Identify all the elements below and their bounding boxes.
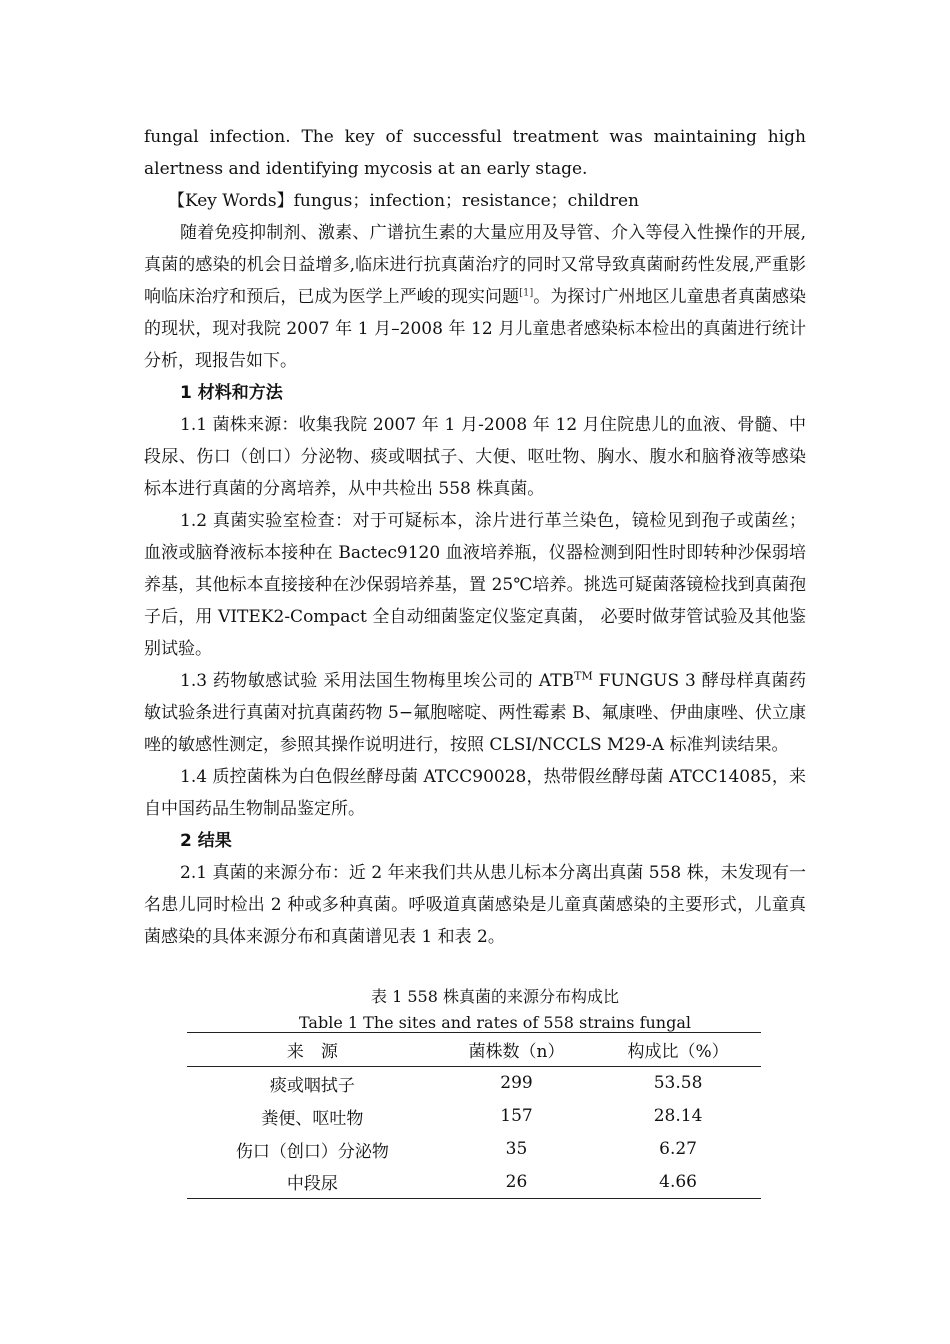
- cell-ratio: 28.14: [653, 1106, 703, 1126]
- section1-1: 1.1 菌株来源：收集我院 2007 年 1 月-2008 年 12 月住院患儿的血液、骨髓、中段尿、伤口（创口）分泌物、痰或咽拭子、大便、呕吐物、胸水、腹水和脑脊液等感染标本进行真菌的分离培养，从中共检出 558 株真菌。: [144, 415, 806, 499]
- cell-count: 26: [438, 1166, 595, 1199]
- keywords: 【Key Words】fungus；infection；resistance；children: [168, 191, 639, 211]
- intro-paragraph: [144, 217, 806, 377]
- section1-4: 1.4 质控菌株为白色假丝酵母菌 ATCC90028，热带假丝酵母菌 ATCC14085，来自中国药品生物制品鉴定所。: [144, 767, 806, 819]
- cell-count: 299: [500, 1073, 533, 1094]
- section2-heading: 2 结果: [180, 831, 232, 851]
- table-row: [187, 1100, 761, 1133]
- intro-text-continued: 。为探讨广州地区儿童患者真菌感染的现状，现对我院 2007 年 1 月–2008 年 12 月儿童患者感染标本检出的真菌进行统计分析，现报告如下。: [144, 287, 807, 371]
- cell-source: 伤口（创口）分泌物: [235, 1141, 389, 1162]
- trademark-mark: TM: [574, 669, 593, 683]
- citation-ref: [1]: [519, 287, 534, 299]
- cell-source: 中段尿: [187, 1166, 438, 1199]
- section1-3: [144, 665, 806, 761]
- table1: [187, 1032, 761, 1199]
- cell-ratio: 4.66: [595, 1166, 761, 1199]
- section1-2: 1.2 真菌实验室检查：对于可疑标本，涂片进行革兰染色，镜检见到孢子或菌丝；血液或脑脊液标本接种在 Bactec9120 血液培养瓶，仪器检测到阳性时即转种沙保弱培养基，其他标本直接接种在沙保弱培养基，置 25℃培养。挑选可疑菌落镜检找到真菌孢子后，用 VITEK2-Compact 全自动细菌鉴定仪鉴定真菌， 必要时做芽管试验及其他鉴别试验。: [144, 511, 806, 659]
- column-header-ratio: 构成比（%）: [595, 1033, 761, 1067]
- table-row: [187, 1067, 761, 1100]
- section2-1: 2.1 真菌的来源分布：近 2 年来我们共从患儿标本分离出真菌 558 株，未发现有一名患儿同时检出 2 种或多种真菌。呼吸道真菌感染是儿童真菌感染的主要形式，儿童真菌感染的具体来源分布和真菌谱见表 1 和表 2。: [144, 863, 806, 947]
- cell-count: 157: [500, 1106, 533, 1126]
- table-header-row: [187, 1033, 761, 1067]
- table-row: [187, 1133, 761, 1166]
- column-header-source: 来 源: [187, 1033, 438, 1067]
- section1-heading: 1 材料和方法: [180, 383, 283, 403]
- table1-caption-cn: 表 1 558 株真菌的来源分布构成比: [371, 987, 619, 1006]
- paper-body: [144, 121, 806, 953]
- abstract-tail: fungal infection. The key of successful treatment was maintaining high alertness and identifying mycosis at an early stage.: [144, 127, 806, 179]
- cell-ratio: 6.27: [659, 1139, 697, 1159]
- intro-text: 随着免疫抑制剂、激素、广谱抗生素的大量应用及导管、介入等侵入性操作的开展,真菌的感染的机会日益增多,临床进行抗真菌治疗的同时又常导致真菌耐药性发展,严重影响临床治疗和预后，已成为医学上严峻的现实问题: [144, 223, 806, 307]
- cell-ratio: 53.58: [653, 1073, 703, 1094]
- column-header-count: 菌株数（n）: [438, 1033, 595, 1067]
- cell-source: 痰或咽拭子: [269, 1075, 355, 1096]
- section1-3-text-continued: FUNGUS 3 酵母样真菌药敏试验条进行真菌对抗真菌药物 5−氟胞嘧啶、两性霉素 B、氟康唑、伊曲康唑、伏立康唑的敏感性测定，参照其操作说明进行，按照 CLSI/NCCLS M29-A 标准判读结果。: [144, 671, 807, 755]
- table-row: [187, 1166, 761, 1199]
- section1-3-text: 1.3 药物敏感试验 采用法国生物梅里埃公司的 ATB: [180, 671, 575, 691]
- cell-count: 35: [505, 1139, 528, 1159]
- cell-source: 粪便、呕吐物: [261, 1108, 364, 1129]
- table1-captions: [144, 984, 846, 1036]
- table1-caption-en: Table 1 The sites and rates of 558 strains fungal: [299, 1013, 691, 1032]
